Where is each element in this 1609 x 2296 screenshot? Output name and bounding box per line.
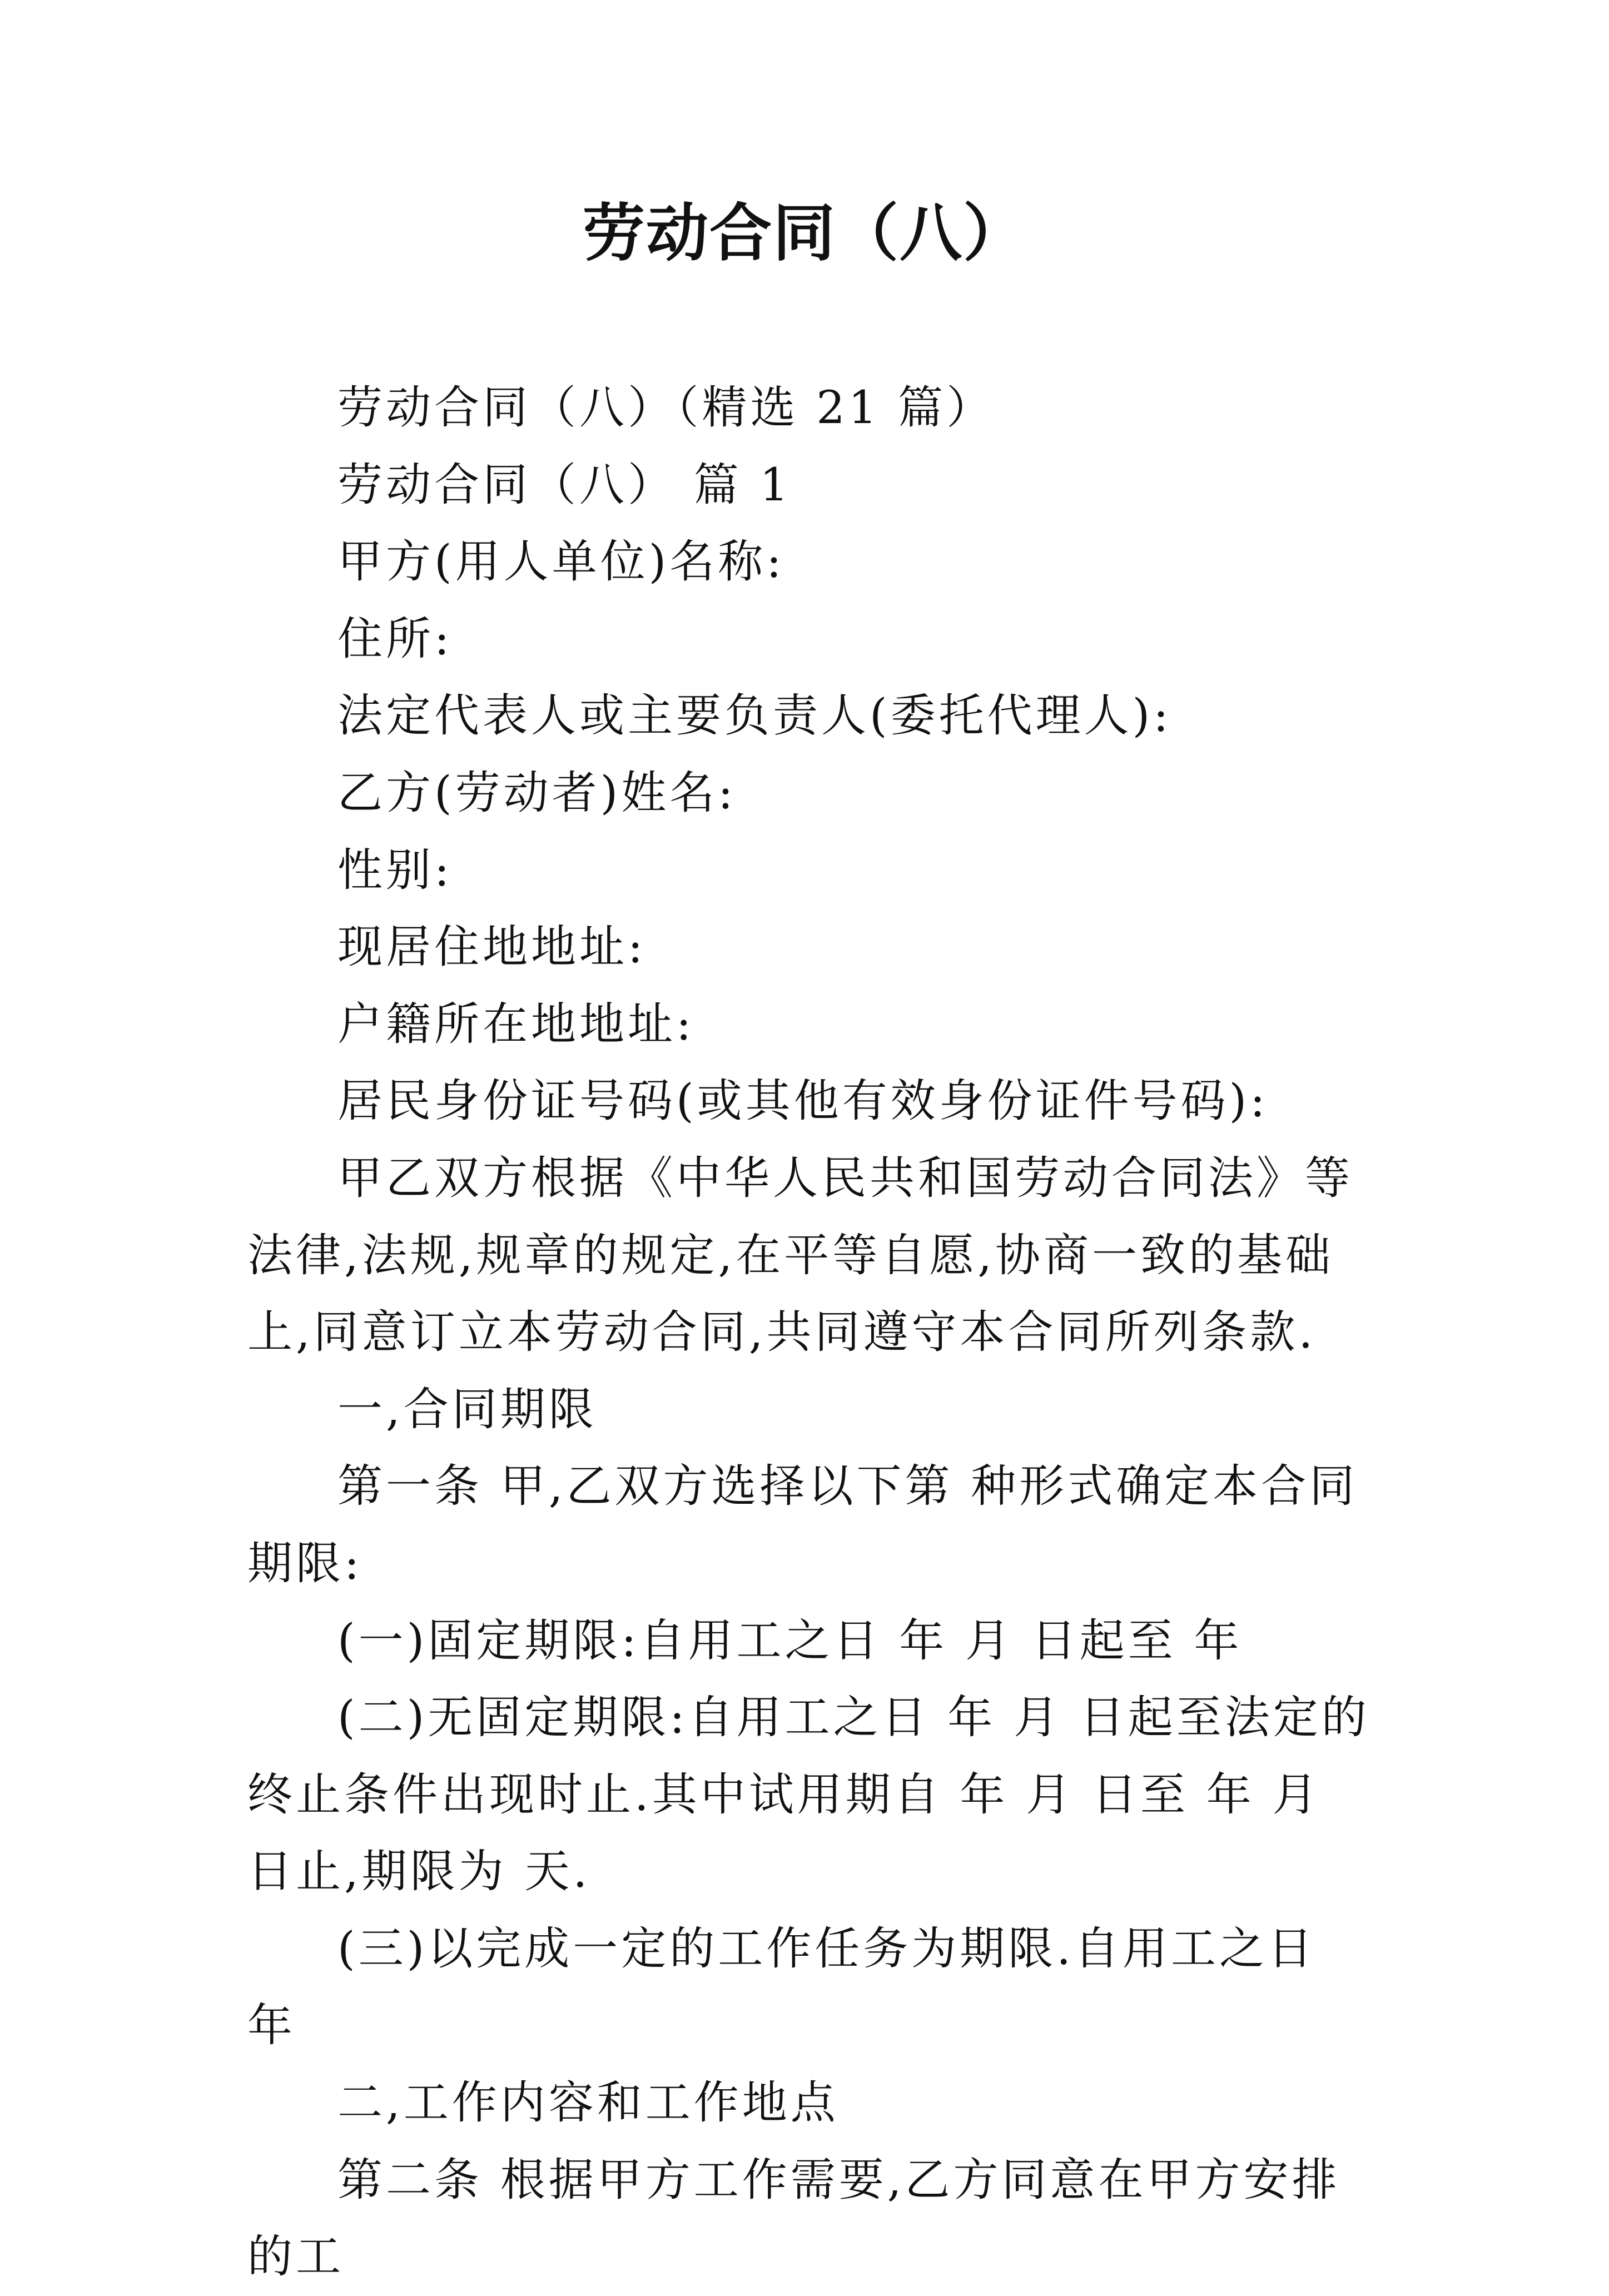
id-number-line: 居民身份证号码(或其他有效身份证件号码):	[337, 1075, 1269, 1128]
term-option-fixed: (一)固定期限:自用工之日 年 月 日起至 年	[337, 1614, 1243, 1667]
document-body	[247, 370, 1376, 2296]
party-a-name-line: 甲方(用人单位)名称:	[337, 536, 785, 589]
document-title: 劳动合同（八）	[583, 197, 1026, 270]
party-b-name-line: 乙方(劳动者)姓名:	[337, 767, 737, 819]
chapter-heading-work: 二,工作内容和工作地点	[337, 2077, 839, 2130]
party-a-address-line: 住所:	[337, 613, 453, 665]
article-1: 第一条 甲,乙双方选择以下第 种形式确定本合同期限:	[247, 1460, 1358, 1590]
current-address-line: 现居住地地址:	[337, 921, 647, 974]
preamble-paragraph: 甲乙双方根据《中华人民共和国劳动合同法》等法律,法规,规章的规定,在平等自愿,协商一致的基础上,同意订立本劳动合同,共同遵守本合同所列条款.	[247, 1152, 1354, 1359]
term-option-open-ended: (二)无固定期限:自用工之日 年 月 日起至法定的终止条件出现时止.其中试用期自 年 月 日至 年 月 日止,期限为 天.	[247, 1692, 1370, 1899]
legal-representative-line: 法定代表人或主要负责人(委托代理人):	[337, 690, 1172, 743]
doc-subtitle: 劳动合同（八）（精选 21 篇）	[337, 382, 995, 434]
household-address-line: 户籍所在地地址:	[337, 998, 695, 1051]
gender-line: 性别:	[337, 844, 453, 897]
term-option-task-based: (三)以完成一定的工作任务为期限.自用工之日 年	[247, 1922, 1316, 2053]
section-heading-1: 劳动合同（八） 篇 1	[337, 459, 792, 511]
article-2: 第二条 根据甲方工作需要,乙方同意在甲方安排的工	[247, 2154, 1340, 2284]
chapter-heading-term: 一,合同期限	[337, 1383, 597, 1436]
